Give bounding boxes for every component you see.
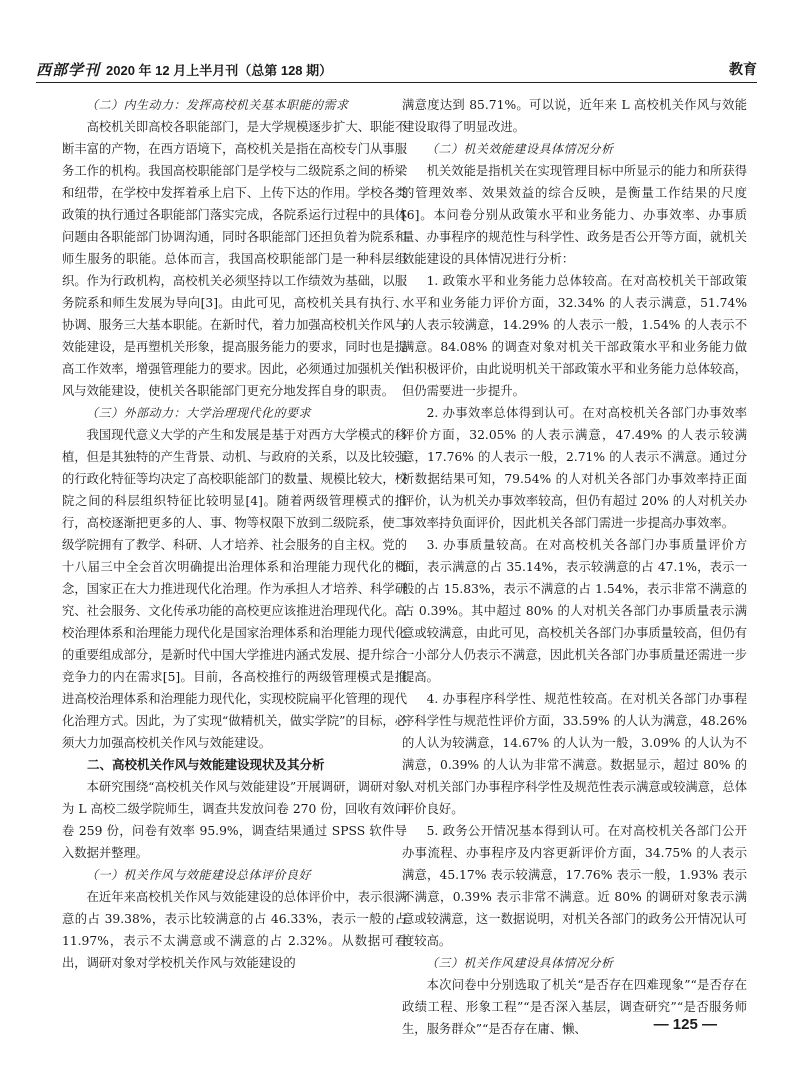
paragraph: 高校机关即高校各职能部门，是大学规模逐步扩大、职能不断丰富的产物，在西方语境下，高校机关是指在高校专门从事服务工作的机构。我国高校职能部门是学校与二级院系之间的桥梁和纽带，在学校中发挥着承上启下、上传下达的作用。学校各类政策的执行通过各职能部门落实完成，各院系运行过程中的具体问题由各职能部门协调沟通，同时各职能部门还担负着为院系和师生服务的职能。总体而言，我国高校职能部门是一种科层组织。作为行政机构，高校机关必须坚持以工作绩效为基础，以服务院系和师生发展为导向[3]。由此可见，高校机关具有执行、协调、服务三大基本职能。在新时代，着力加强高校机关作风与效能建设，是再塑机关形象，提高服务能力的要求，同时也是提高工作效率，增强管理能力的要求。因此，必须通过加强机关作风与效能建设，使机关各职能部门更充分地发挥自身的职责。	[62, 120, 407, 398]
subsection-heading: （二）机关效能建设具体情况分析	[426, 142, 614, 156]
issue-info: 2020 年 12 月上半月刊（总第 128 期）	[106, 62, 333, 78]
page-number: — 125 —	[653, 1016, 717, 1033]
journal-info	[36, 59, 332, 80]
paragraph: 机关效能是指机关在实现管理目标中所显示的能力和所获得的管理效率、效果效益的综合反映，是衡量工作结果的尺度[6]。本问卷分别从政策水平和业务能力、办事效率、办事质量、办事程序的规范性与科学性、政务是否公开等方面，就机关效能建设的具体情况进行分析：	[402, 164, 747, 266]
subsection-heading: （二）内生动力：发挥高校机关基本职能的需求	[86, 98, 349, 112]
paragraph: 本研究围绕“高校机关作风与效能建设”开展调研，调研对象为 L 高校二级学院师生，调查共发放问卷 270 份，回收有效问卷 259 份，问卷有效率 95.9%，调查结果通过 SPSS 软件导入数据并整理。	[62, 780, 407, 860]
right-column	[402, 94, 747, 1040]
subsection-heading: （一）机关作风与效能建设总体评价良好	[86, 868, 312, 882]
section-name: 教育	[729, 62, 757, 78]
paragraph: 本次问卷中分别选取了机关“是否存在四难现象”“是否存在政绩工程、形象工程”“是否深入基层，调查研究”“是否服务师生，服务群众”“是否存在庸、懒、	[402, 978, 747, 1036]
paragraph: 我国现代意义大学的产生和发展是基于对西方大学模式的移植，但是其独特的产生背景、动机、与政府的关系，以及比较强的行政化特征等均决定了高校职能部门的数量、规模比较大，校院之间的科层组织特征比较明显[4]。随着两级管理模式的推行，高校逐渐把更多的人、事、物等权限下放到二级院系，使二级学院拥有了教学、科研、人才培养、社会服务的自主权。党的十八届三中全会首次明确提出治理体系和治理能力现代化的概念，国家正在大力推进现代化治理。作为承担人才培养、科学研究、社会服务、文化传承功能的高校更应该推进治理现代化。高校治理体系和治理能力现代化是国家治理体系和治理能力现代化的重要组成部分，是新时代中国大学推进内涵式发展、提升综合竞争力的内在需求[5]。目前，各高校推行的两级管理模式是推进高校治理体系和治理能力现代化，实现校院扁平化管理的现代化治理方式。因此，为了实现“做精机关，做实学院”的目标，必须大力加强高校机关作风与效能建设。	[62, 428, 407, 750]
paragraph: 5. 政务公开情况基本得到认可。在对高校机关各部门公开办事流程、办事程序及内容更新评价方面，34.75% 的人表示满意，45.17% 表示较满意，17.76% 表示一般，1.93% 表示不满意，0.39% 表示非常不满意。近 80% 的调研对象表示满意或较满意，这一数据说明，对机关各部门的政务公开情况认可度较高。	[402, 824, 747, 948]
paragraph: 2. 办事效率总体得到认可。在对高校机关各部门办事效率评价方面，32.05% 的人表示满意，47.49% 的人表示较满意，17.76% 的人表示一般，2.71% 的人表示不满意。通过分析数据结果可知，79.54% 的人对机关各部门办事效率持正面评价，认为机关办事效率较高，但仍有超过 20% 的人对机关办事效率持负面评价，因此机关各部门需进一步提高办事效率。	[402, 406, 747, 530]
subsection-heading: （三）外部动力：大学治理现代化的要求	[86, 406, 312, 420]
section-heading: 二、高校机关作风与效能建设现状及其分析	[87, 757, 325, 772]
journal-name: 西部学刊	[36, 60, 101, 79]
paragraph: 在近年来高校机关作风与效能建设的总体评价中，表示很满意的占 39.38%，表示比较满意的占 46.33%，表示一般的占 11.97%，表示不太满意或不满意的占 2.32%。从数据可看出，调研对象对学校机关作风与效能建设的	[62, 890, 407, 970]
paragraph: 1. 政策水平和业务能力总体较高。在对高校机关干部政策水平和业务能力评价方面，32.34% 的人表示满意，51.74% 的人表示较满意，14.29% 的人表示一般，1.54% 的人表示不满意。84.08% 的调查对象对机关干部政策水平和业务能力做出积极评价，由此说明机关干部政策水平和业务能力总体较高，但仍需要进一步提升。	[402, 274, 747, 398]
header-rule	[36, 82, 757, 83]
page-header	[36, 58, 757, 80]
paragraph: 4. 办事程序科学性、规范性较高。在对机关各部门办事程序科学性与规范性评价方面，33.59% 的人认为满意，48.26% 的人认为较满意，14.67% 的人认为一般，3.09% 的人认为不满意，0.39% 的人认为非常不满意。数据显示，超过 80% 的人对机关部门办事程序科学性及规范性表示满意或较满意，总体评价良好。	[402, 692, 747, 816]
subsection-heading: （三）机关作风建设具体情况分析	[426, 956, 614, 970]
paragraph: 3. 办事质量较高。在对高校机关各部门办事质量评价方面，表示满意的占 35.14%，表示较满意的占 47.1%，表示一般的占 15.83%，表示不满意的占 1.54%，表示非常不满意的占 0.39%。其中超过 80% 的人对机关各部门办事质量表示满意或较满意，由此可见，高校机关各部门办事质量较高，但仍有一小部分人仍表示不满意，因此机关各部门办事质量还需进一步提高。	[402, 538, 747, 684]
left-column	[62, 94, 407, 974]
paragraph-continued: 满意度达到 85.71%。可以说，近年来 L 高校机关作风与效能建设取得了明显改进。	[402, 98, 747, 134]
